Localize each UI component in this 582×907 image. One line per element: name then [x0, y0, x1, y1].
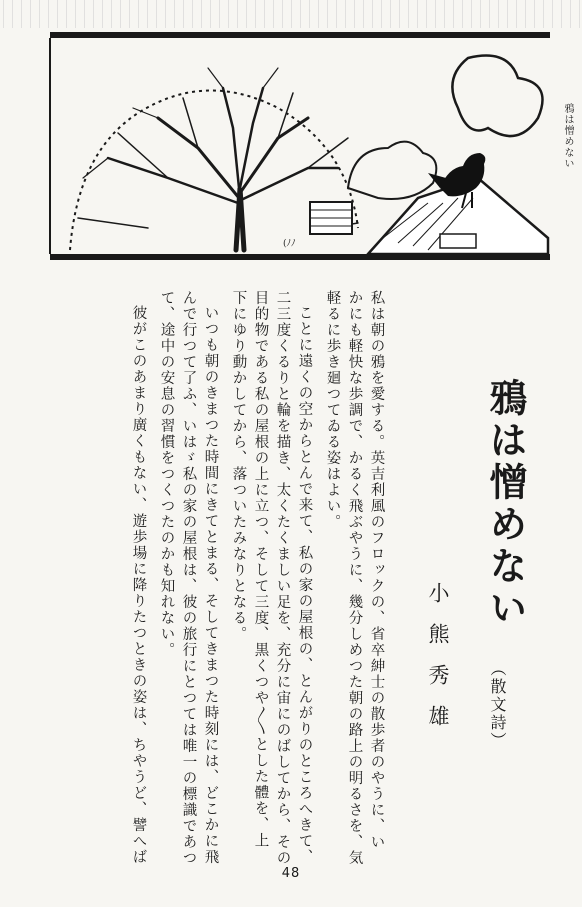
body-line-10: て、途中の安息の習慣をつくつたのかも知れない。: [158, 290, 175, 658]
frame-top-border: [50, 32, 550, 38]
article-title: 鴉は憎めない: [483, 378, 528, 630]
body-line-11: 彼がこのあまり廣くもない、遊歩場に降りたつときの姿は、ちやうど、譬へば: [130, 305, 147, 865]
top-speckle-border: [0, 0, 582, 28]
cloud-icon: [452, 56, 542, 137]
body-line-8: いつも朝のきまつた時間にきてとまる、そしてきまつた時刻には、どこかに飛: [202, 305, 219, 865]
body-line-5: 二三度くるりと輪を描き、太くたくましい足を、充分に宙にのばしてから、その: [274, 290, 291, 866]
body-line-9: んで行つて了ふ、いはゞ私の家の屋根は、彼の旅行にとつては唯一の標識であつ: [180, 290, 197, 866]
body-line-2: かにも軽快な歩調で、かるく飛ぶやうに、幾分しめつた朝の路上の明るさを、気: [346, 290, 363, 866]
article-author: 小熊秀雄: [426, 582, 450, 746]
body-line-6: 目的物である私の屋根の上に立つ、そして三度、黒くつや〳〵とした體を、上: [252, 290, 269, 849]
window: [440, 234, 476, 248]
svg-text:(ﾉﾉ: (ﾉﾉ: [283, 239, 296, 249]
side-running-title: 鴉は憎めない: [562, 103, 573, 169]
header-illustration: [48, 28, 552, 270]
small-cloud-icon: [348, 142, 436, 199]
body-line-4: ことに遠くの空からとんで来て、私の家の屋根の、とんがりのところへきて、: [296, 305, 313, 865]
body-line-1: 私は朝の鴉を愛する。英吉利風のフロックの、省卒紳士の散歩者のやうに、い: [368, 290, 385, 850]
body-line-7: 下にゆり動かしてから、落ついたみなりとなる。: [230, 290, 247, 642]
body-line-3: 軽るに歩き廻つてゐる姿はよい。: [324, 290, 341, 530]
article-subtitle: （散文詩）: [488, 660, 507, 750]
page-number: 48: [281, 866, 301, 881]
